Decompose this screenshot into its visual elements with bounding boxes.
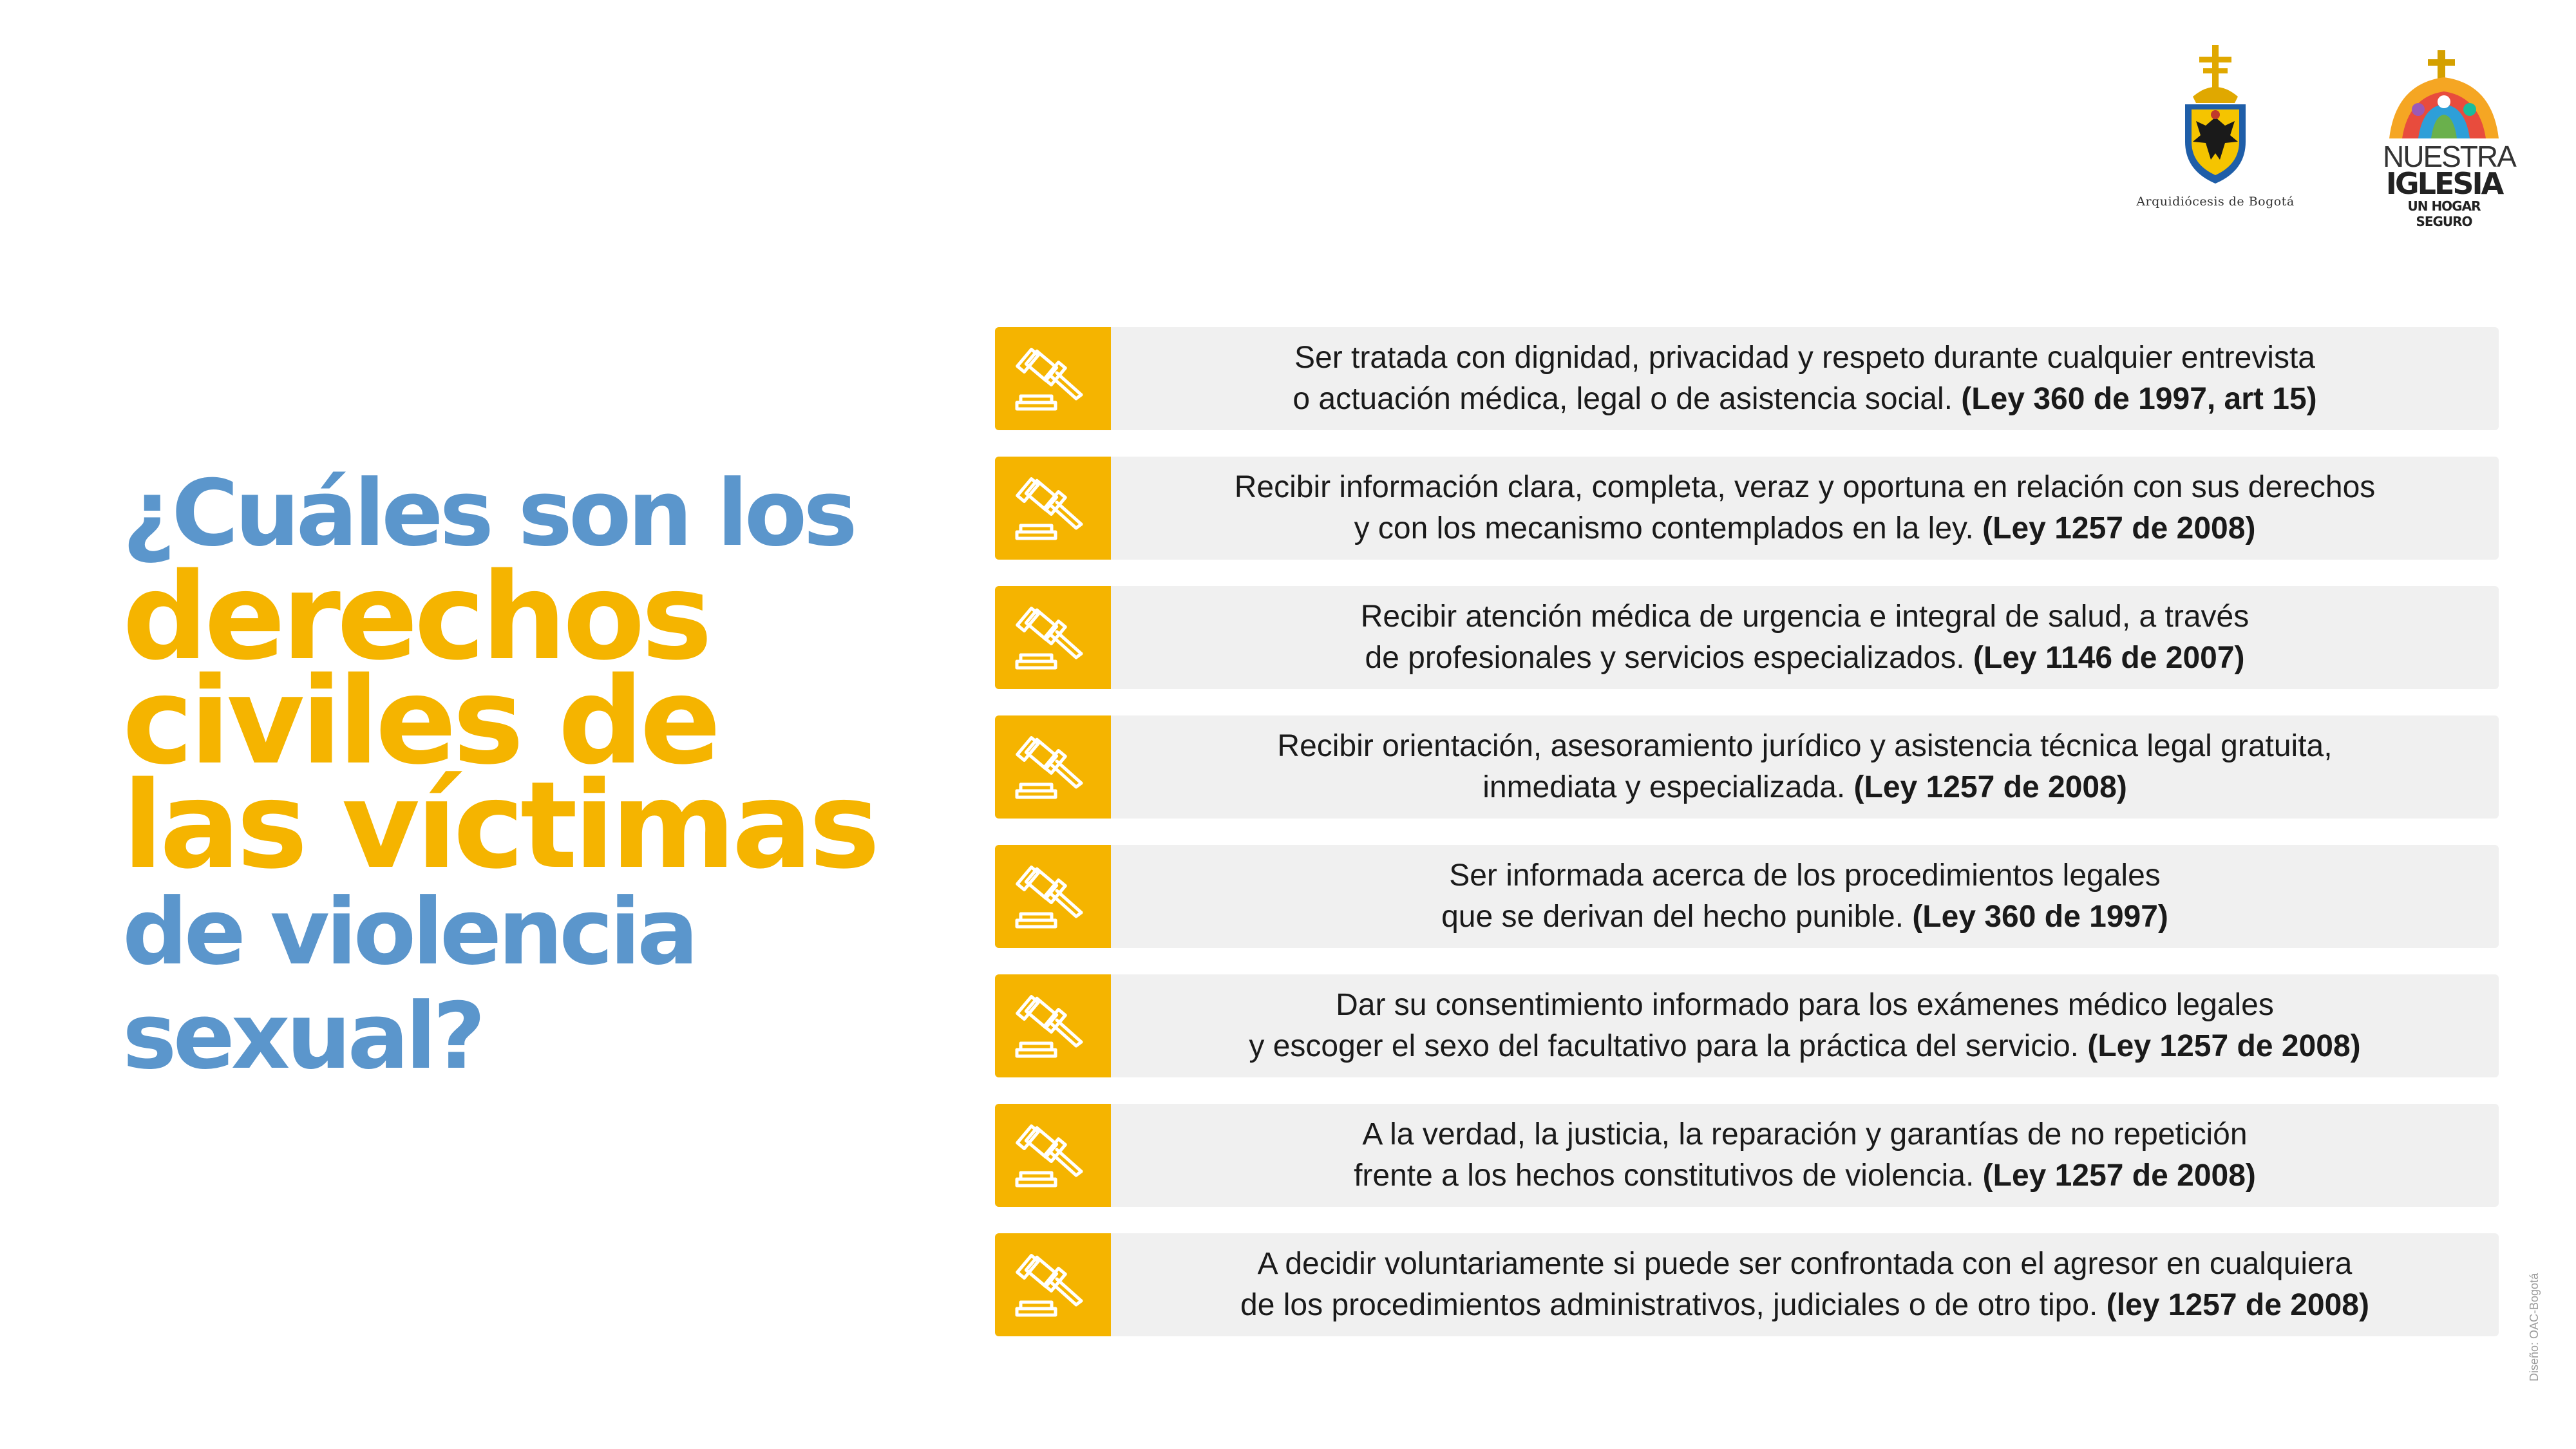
right-text — [1111, 715, 2499, 819]
page-title — [122, 460, 927, 1090]
right-text — [1111, 1104, 2499, 1207]
law-reference: (Ley 1146 de 2007) — [1973, 641, 2245, 675]
right-text-line2: de los procedimientos administrativos, judiciales o de otro tipo. — [1240, 1288, 2107, 1322]
gavel-icon — [1014, 602, 1092, 673]
right-text — [1111, 327, 2499, 430]
right-item — [995, 457, 2499, 560]
right-text-line2: inmediata y especializada. — [1482, 770, 1854, 804]
gavel-icon — [1014, 1249, 1092, 1320]
design-credit: Diseño: OAC-Bogotá — [2528, 1273, 2541, 1381]
law-reference: (Ley 360 de 1997) — [1912, 900, 2168, 934]
right-item — [995, 974, 2499, 1077]
iglesia-text: IGLESIA — [2385, 166, 2503, 201]
right-item — [995, 715, 2499, 819]
right-item — [995, 1233, 2499, 1336]
rainbow-church-icon — [2383, 45, 2505, 142]
law-reference: (Ley 360 de 1997, art 15) — [1961, 382, 2317, 416]
arquidiocesis-caption: Arquidiócesis de Bogotá — [2136, 194, 2295, 209]
gavel-icon-box — [995, 845, 1111, 948]
law-reference: (ley 1257 de 2008) — [2106, 1288, 2369, 1322]
right-text-line1: A la verdad, la justicia, la reparación y garantías de no repetición — [1362, 1117, 2248, 1151]
right-text-line1: Ser informada acerca de los procedimientos legales — [1449, 858, 2161, 893]
nuestra-text: NUESTRA — [2383, 140, 2515, 173]
right-text-line1: Recibir orientación, asesoramiento jurídico y asistencia técnica legal gratuita, — [1277, 729, 2333, 763]
gavel-icon-box — [995, 1104, 1111, 1207]
gavel-icon — [1014, 861, 1092, 932]
right-text — [1111, 457, 2499, 560]
gavel-icon-box — [995, 715, 1111, 819]
gavel-icon — [1014, 732, 1092, 802]
right-item — [995, 586, 2499, 689]
right-text-line1: Recibir atención médica de urgencia e integral de salud, a través — [1360, 600, 2249, 634]
right-text — [1111, 586, 2499, 689]
right-text-line2: y escoger el sexo del facultativo para la práctica del servicio. — [1249, 1029, 2088, 1063]
right-text-line2: o actuación médica, legal o de asistencia social. — [1293, 382, 1962, 416]
right-text-line2: frente a los hechos constitutivos de violencia. — [1354, 1159, 1983, 1193]
law-reference: (Ley 1257 de 2008) — [1982, 511, 2256, 545]
title-line-violencia: de violencia — [122, 879, 695, 985]
rights-list — [995, 327, 2499, 1363]
title-line-derechos: derechos — [122, 547, 709, 687]
hogar-seguro-text: UN HOGAR SEGURO — [2407, 198, 2481, 229]
right-text — [1111, 1233, 2499, 1336]
right-text-line2: y con los mecanismo contemplados en la ley. — [1354, 511, 1983, 545]
gavel-icon-box — [995, 586, 1111, 689]
title-line-civiles: civiles de — [122, 651, 717, 791]
right-text-line1: Ser tratada con dignidad, privacidad y respeto durante cualquier entrevista — [1294, 341, 2315, 375]
law-reference: (Ley 1257 de 2008) — [1853, 770, 2127, 804]
title-line-sexual: sexual? — [122, 983, 482, 1090]
right-text-line1: A decidir voluntariamente si puede ser confrontada con el agresor en cualquiera — [1257, 1247, 2353, 1281]
right-text-line1: Recibir información clara, completa, veraz y oportuna en relación con sus derechos — [1234, 470, 2376, 504]
right-text — [1111, 845, 2499, 948]
right-item — [995, 845, 2499, 948]
title-line-victimas: las víctimas — [122, 755, 876, 895]
gavel-icon — [1014, 473, 1092, 544]
arquidiocesis-logo — [2125, 45, 2306, 219]
gavel-icon — [1014, 1120, 1092, 1191]
right-text-line1: Dar su consentimiento informado para los exámenes médico legales — [1336, 988, 2274, 1022]
right-text-line2: que se derivan del hecho punible. — [1441, 900, 1913, 934]
law-reference: (Ley 1257 de 2008) — [1982, 1159, 2256, 1193]
gavel-icon-box — [995, 457, 1111, 560]
nuestra-iglesia-logo — [2383, 45, 2515, 229]
gavel-icon-box — [995, 974, 1111, 1077]
right-text-line2: de profesionales y servicios especializados. — [1365, 641, 1973, 675]
title-line-question: ¿Cuáles son los — [122, 460, 854, 567]
gavel-icon — [1014, 343, 1092, 414]
law-reference: (Ley 1257 de 2008) — [2087, 1029, 2361, 1063]
gavel-icon-box — [995, 1233, 1111, 1336]
right-item — [995, 1104, 2499, 1207]
coat-of-arms-icon — [2174, 45, 2257, 190]
right-item — [995, 327, 2499, 430]
gavel-icon — [1014, 990, 1092, 1061]
gavel-icon-box — [995, 327, 1111, 430]
right-text — [1111, 974, 2499, 1077]
